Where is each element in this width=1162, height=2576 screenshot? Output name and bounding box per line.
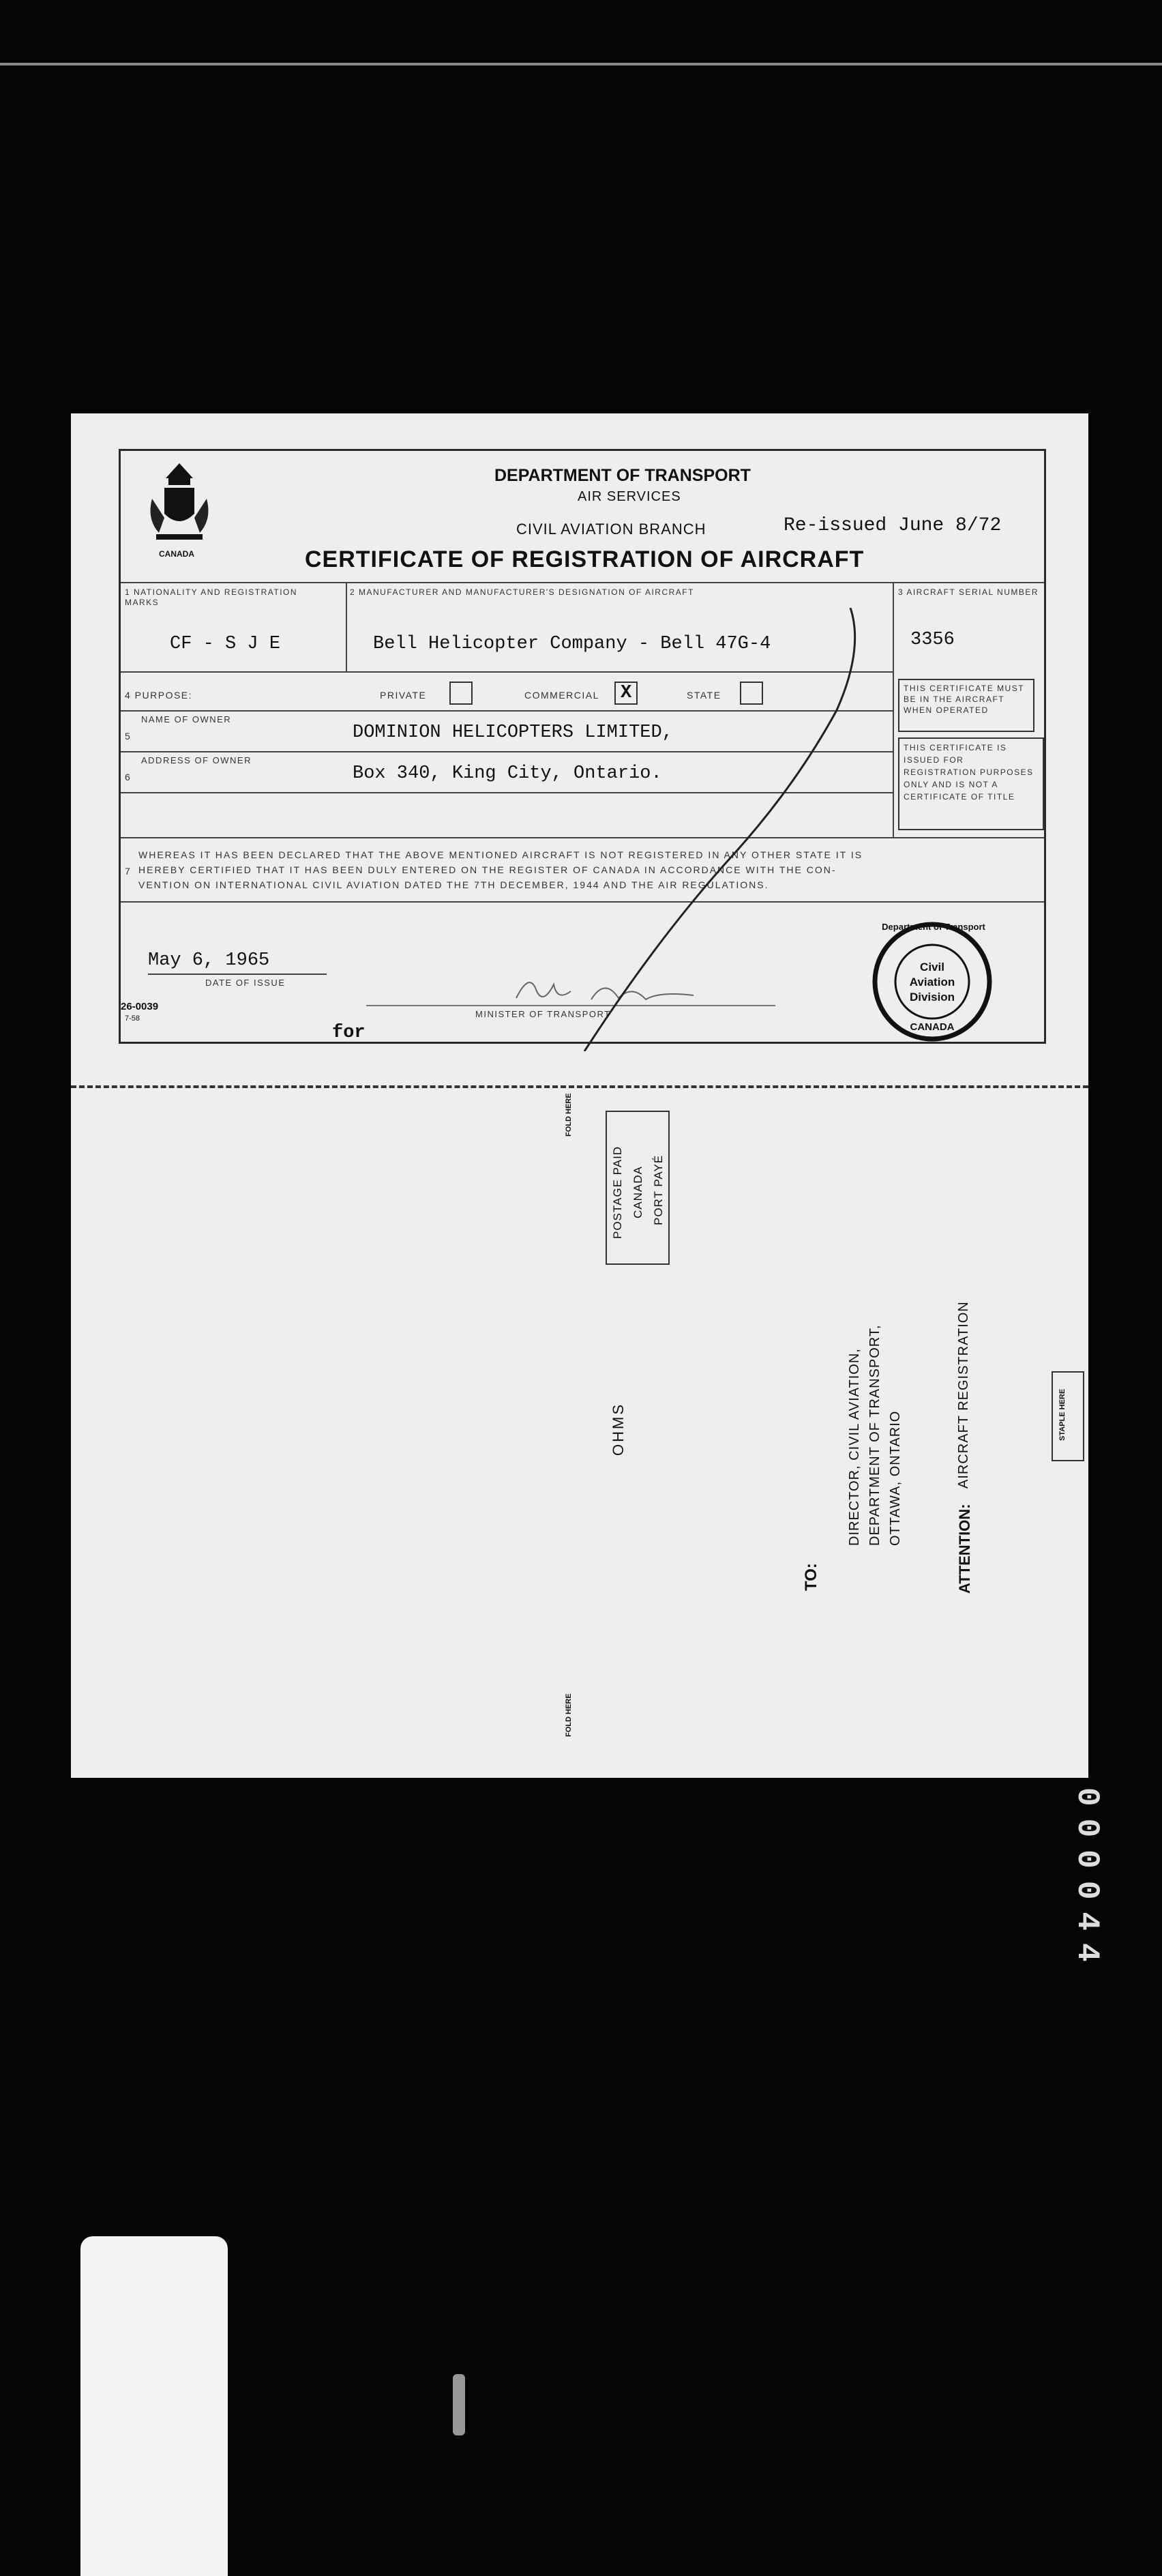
commercial-label: COMMERCIAL: [524, 690, 599, 701]
owner-label: NAME OF OWNER: [141, 714, 232, 724]
notice-registration-only: THIS CERTIFICATE IS ISSUED FOR REGISTRATION PURPOSES ONLY AND IS NOT A CERTIFICATE OF TITLE: [898, 737, 1044, 830]
fold-here-bottom: FOLD HERE: [565, 1693, 573, 1737]
registration-marks: CF - S J E: [170, 634, 281, 654]
film-leader: [80, 2236, 228, 2576]
address-line-1: DIRECTOR, CIVIL AVIATION,: [847, 1348, 862, 1546]
attention-value: AIRCRAFT REGISTRATION: [956, 1301, 971, 1489]
seal-outer-text: Department of Transport: [882, 922, 985, 932]
notice-must-be-in-aircraft: THIS CERTIFICATE MUST BE IN THE AIRCRAFT WHEN OPERATED: [898, 679, 1034, 732]
fold-here-top: FOLD HERE: [565, 1093, 573, 1137]
owner-field-number: 5: [125, 731, 132, 742]
private-label: PRIVATE: [380, 690, 427, 701]
pen-stroke: [543, 608, 871, 1051]
film-frame-counter: 000044: [1069, 1787, 1105, 1974]
form-number: 26-0039: [121, 1001, 159, 1012]
film-edge-line: [0, 63, 1162, 65]
film-scratch: [453, 2374, 465, 2435]
declaration-line-1: WHEREAS IT HAS BEEN DECLARED THAT THE ABOVE MENTIONED AIRCRAFT IS NOT REGISTERED IN ANY OTHER STATE IT IS: [138, 849, 863, 860]
date-of-issue-label: DATE OF ISSUE: [205, 978, 286, 988]
address-field-number: 6: [125, 772, 132, 782]
reissued-note: Re-issued June 8/72: [784, 515, 1002, 536]
certificate-sheet: [71, 413, 1088, 1778]
staple-here-text: STAPLE HERE: [1058, 1388, 1067, 1441]
address-label: ADDRESS OF OWNER: [141, 755, 252, 765]
certificate-frame: [119, 449, 1046, 1044]
civil-aviation-division-seal: [872, 922, 992, 1042]
air-services-heading: AIR SERVICES: [578, 489, 681, 504]
certificate-title: CERTIFICATE OF REGISTRATION OF AIRCRAFT: [305, 546, 865, 572]
field-1-label: 1 NATIONALITY AND REGISTRATION MARKS: [125, 587, 298, 607]
address-line-2: DEPARTMENT OF TRANSPORT,: [867, 1324, 882, 1546]
declaration-number: 7: [125, 866, 132, 877]
issue-date: May 6, 1965: [148, 950, 270, 971]
staple-here-box: [1052, 1371, 1084, 1461]
ohms-text: OHMS: [610, 1403, 627, 1456]
state-label: STATE: [687, 690, 721, 701]
address-line-3: OTTAWA, ONTARIO: [888, 1410, 903, 1546]
form-revision: 7-58: [125, 1014, 140, 1023]
canada-crest-icon: [145, 458, 213, 560]
commercial-check-mark: X: [621, 683, 632, 703]
tear-line: [71, 1085, 1088, 1088]
crest-caption: CANADA: [159, 549, 194, 559]
seal-center-text: Civil Aviation Division: [909, 961, 955, 1004]
postage-line-2: CANADA: [631, 1166, 644, 1218]
purpose-label: 4 PURPOSE:: [125, 690, 193, 701]
postage-line-3: PORT PAYÉ: [652, 1154, 665, 1225]
seal-bottom-text: CANADA: [910, 1021, 955, 1033]
minister-label: MINISTER OF TRANSPORT: [475, 1009, 611, 1019]
field-2-label: 2 MANUFACTURER AND MANUFACTURER'S DESIGNATION OF AIRCRAFT: [350, 587, 694, 597]
aircraft-serial-number: 3356: [910, 630, 955, 650]
manufacturer-designation: Bell Helicopter Company - Bell 47G-4: [373, 634, 771, 654]
declaration-line-2: HEREBY CERTIFIED THAT IT HAS BEEN DULY ENTERED ON THE REGISTER OF CANADA IN ACCORDANCE WITH THE CON-: [138, 864, 837, 875]
owner-address: Box 340, King City, Ontario.: [353, 763, 662, 784]
field-3-label: 3 AIRCRAFT SERIAL NUMBER: [898, 587, 1039, 597]
private-checkbox: [449, 682, 473, 705]
owner-name: DOMINION HELICOPTERS LIMITED,: [353, 722, 673, 743]
branch-heading: CIVIL AVIATION BRANCH: [516, 521, 706, 538]
attention-label: ATTENTION:: [956, 1504, 973, 1594]
for-text: for: [332, 1023, 366, 1043]
department-heading: DEPARTMENT OF TRANSPORT: [494, 466, 751, 485]
to-label: TO:: [802, 1563, 820, 1591]
postage-line-1: POSTAGE PAID: [611, 1145, 624, 1239]
declaration-line-3: VENTION ON INTERNATIONAL CIVIL AVIATION DATED THE 7TH DECEMBER, 1944 AND THE AIR REGULATIONS.: [138, 879, 769, 890]
